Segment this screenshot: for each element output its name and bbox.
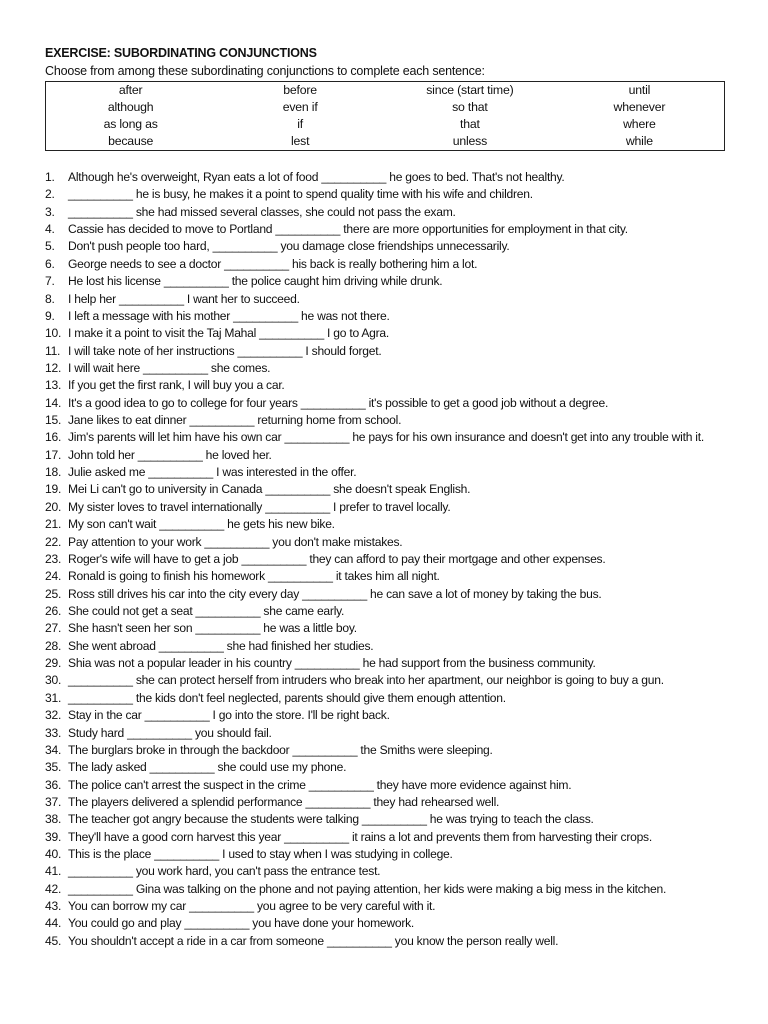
sentence-item xyxy=(45,464,735,481)
sentence-item xyxy=(45,811,735,828)
sentence-number: 20. xyxy=(45,499,62,514)
sentence-item xyxy=(45,169,735,186)
sentence-number: 43. xyxy=(45,899,62,914)
sentence-item xyxy=(45,221,735,238)
sentence-item xyxy=(45,933,735,950)
sentence-text: She hasn't seen her son __________ he was a little boy. xyxy=(68,621,357,636)
sentence-text: If you get the first rank, I will buy you a car. xyxy=(68,378,285,393)
conjunction-cell: because xyxy=(108,134,154,148)
conjunction-cell: while xyxy=(625,134,653,148)
sentence-text: __________ she had missed several classes, she could not pass the exam. xyxy=(68,204,456,219)
sentence-item xyxy=(45,620,735,637)
sentence-item xyxy=(45,742,735,759)
sentence-text: __________ she can protect herself from intruders who break into her apartment, our neighbor is going to buy a gun. xyxy=(68,673,664,688)
sentence-number: 36. xyxy=(45,777,62,792)
exercise-title: EXERCISE: SUBORDINATING CONJUNCTIONS xyxy=(45,46,317,60)
sentence-text: Roger's wife will have to get a job __________ they can afford to pay their mortgage and other expenses. xyxy=(68,551,606,566)
sentence-number: 40. xyxy=(45,847,62,862)
sentence-item xyxy=(45,273,735,290)
sentence-number: 42. xyxy=(45,881,62,896)
sentence-item xyxy=(45,603,735,620)
sentence-item xyxy=(45,759,735,776)
conjunction-cell: before xyxy=(283,83,317,97)
sentence-number: 9. xyxy=(45,308,55,323)
sentence-item xyxy=(45,412,735,429)
sentence-item xyxy=(45,516,735,533)
sentence-text: They'll have a good corn harvest this year __________ it rains a lot and prevents them from harvesting their crops. xyxy=(68,829,652,844)
sentence-text: __________ Gina was talking on the phone and not paying attention, her kids were making a big mess in the kitchen. xyxy=(68,881,667,896)
conjunction-cell: so that xyxy=(452,100,488,114)
sentence-text: You could go and play __________ you have done your homework. xyxy=(68,916,415,931)
sentence-number: 27. xyxy=(45,621,62,636)
sentence-text: The burglars broke in through the backdoor __________ the Smiths were sleeping. xyxy=(68,742,493,757)
sentence-item xyxy=(45,204,735,221)
sentence-text: I will take note of her instructions __________ I should forget. xyxy=(68,343,382,358)
sentence-number: 24. xyxy=(45,569,62,584)
sentence-number: 7. xyxy=(45,274,55,289)
sentence-number: 38. xyxy=(45,812,62,827)
sentence-text: Cassie has decided to move to Portland __________ there are more opportunities for employment in that city. xyxy=(68,222,628,237)
conjunctions-row xyxy=(46,116,725,133)
sentence-text: My sister loves to travel internationally __________ I prefer to travel locally. xyxy=(68,499,451,514)
sentence-item xyxy=(45,238,735,255)
sentence-item xyxy=(45,499,735,516)
sentence-number: 11. xyxy=(45,343,61,358)
sentence-item xyxy=(45,794,735,811)
sentence-item xyxy=(45,672,735,689)
sentence-number: 2. xyxy=(45,187,55,202)
sentence-number: 25. xyxy=(45,586,62,601)
conjunctions-row xyxy=(46,82,725,100)
sentence-text: Shia was not a popular leader in his country __________ he had support from the business community. xyxy=(68,656,596,671)
sentence-item xyxy=(45,481,735,498)
sentence-number: 35. xyxy=(45,760,62,775)
sentence-number: 23. xyxy=(45,551,62,566)
sentence-text: My son can't wait __________ he gets his new bike. xyxy=(68,517,335,532)
sentence-item xyxy=(45,551,735,568)
sentence-number: 4. xyxy=(45,222,55,237)
conjunction-cell: that xyxy=(460,117,480,131)
sentence-item xyxy=(45,638,735,655)
conjunction-cell: although xyxy=(107,100,154,114)
sentence-text: I will wait here __________ she comes. xyxy=(68,360,271,375)
sentence-item xyxy=(45,534,735,551)
sentence-number: 18. xyxy=(45,465,62,480)
sentence-text: You can borrow my car __________ you agree to be very careful with it. xyxy=(68,899,436,914)
conjunctions-row xyxy=(46,133,725,151)
sentence-number: 6. xyxy=(45,256,55,271)
sentence-text: The teacher got angry because the students were talking __________ he was trying to teach the class. xyxy=(68,812,594,827)
sentence-text: Stay in the car __________ I go into the store. I'll be right back. xyxy=(68,708,390,723)
sentence-item xyxy=(45,690,735,707)
sentence-item xyxy=(45,898,735,915)
sentence-number: 33. xyxy=(45,725,62,740)
sentence-text: Julie asked me __________ I was interested in the offer. xyxy=(68,465,357,480)
sentence-item xyxy=(45,186,735,203)
sentence-text: George needs to see a doctor __________ his back is really bothering him a lot. xyxy=(68,256,478,271)
sentence-text: It's a good idea to go to college for four years __________ it's possible to get a good job without a degree. xyxy=(68,395,609,410)
sentence-text: Mei Li can't go to university in Canada __________ she doesn't speak English. xyxy=(68,482,471,497)
sentence-text: She went abroad __________ she had finished her studies. xyxy=(68,638,374,653)
sentence-number: 3. xyxy=(45,204,55,219)
sentence-item xyxy=(45,447,735,464)
sentence-number: 34. xyxy=(45,742,62,757)
sentence-number: 39. xyxy=(45,829,62,844)
sentence-item xyxy=(45,586,735,603)
sentence-text: Jim's parents will let him have his own car __________ he pays for his own insurance and doesn't get into any trouble with it. xyxy=(68,430,704,445)
sentence-item xyxy=(45,707,735,724)
sentence-text: This is the place __________ I used to stay when I was studying in college. xyxy=(68,847,453,862)
conjunction-cell: as long as xyxy=(103,117,158,131)
sentence-item xyxy=(45,725,735,742)
sentence-number: 8. xyxy=(45,291,55,306)
sentence-number: 12. xyxy=(45,360,62,375)
sentence-text: I help her __________ I want her to succeed. xyxy=(68,291,300,306)
conjunction-cell: if xyxy=(297,117,303,131)
sentence-text: Study hard __________ you should fail. xyxy=(68,725,272,740)
conjunction-cell: even if xyxy=(282,100,318,114)
conjunction-cell: after xyxy=(118,83,143,97)
conjunction-cell: where xyxy=(623,117,656,131)
sentence-text: John told her __________ he loved her. xyxy=(68,447,272,462)
conjunction-cell: lest xyxy=(290,134,310,148)
sentence-text: Ross still drives his car into the city every day __________ he can save a lot of money by taking the bus. xyxy=(68,586,602,601)
sentence-item xyxy=(45,777,735,794)
conjunction-cell: whenever xyxy=(613,100,666,114)
sentence-number: 17. xyxy=(45,447,62,462)
sentence-text: You shouldn't accept a ride in a car from someone __________ you know the person really well. xyxy=(68,933,559,948)
sentence-number: 19. xyxy=(45,482,62,497)
sentence-item xyxy=(45,343,735,360)
sentence-text: The police can't arrest the suspect in the crime __________ they have more evidence against him. xyxy=(68,777,572,792)
sentence-text: She could not get a seat __________ she came early. xyxy=(68,603,345,618)
sentence-number: 45. xyxy=(45,933,62,948)
sentence-text: Jane likes to eat dinner __________ returning home from school. xyxy=(68,413,402,428)
sentence-text: The lady asked __________ she could use my phone. xyxy=(68,760,347,775)
sentence-text: __________ you work hard, you can't pass the entrance test. xyxy=(68,864,381,879)
sentence-number: 28. xyxy=(45,638,62,653)
sentence-number: 1. xyxy=(45,170,55,184)
sentence-text: I left a message with his mother __________ he was not there. xyxy=(68,308,390,323)
sentence-item xyxy=(45,377,735,394)
sentence-number: 21. xyxy=(45,517,62,532)
conjunctions-row xyxy=(46,99,725,116)
sentence-item xyxy=(45,325,735,342)
sentence-number: 30. xyxy=(45,673,62,688)
sentence-text: Ronald is going to finish his homework __________ it takes him all night. xyxy=(68,569,440,584)
conjunction-cell: since (start time) xyxy=(426,83,514,97)
sentence-text: __________ he is busy, he makes it a point to spend quality time with his wife and children. xyxy=(68,187,533,202)
sentence-number: 29. xyxy=(45,656,62,671)
sentence-item xyxy=(45,846,735,863)
sentence-item xyxy=(45,395,735,412)
sentence-text: The players delivered a splendid performance __________ they had rehearsed well. xyxy=(68,794,500,809)
sentence-item xyxy=(45,308,735,325)
sentence-item xyxy=(45,360,735,377)
sentence-text: __________ the kids don't feel neglected, parents should give them enough attention. xyxy=(68,690,506,705)
sentence-item xyxy=(45,256,735,273)
sentence-item xyxy=(45,291,735,308)
conjunction-cell: unless xyxy=(452,134,488,148)
sentence-number: 14. xyxy=(45,395,62,410)
sentence-item xyxy=(45,568,735,585)
sentence-text: Don't push people too hard, __________ you damage close friendships unnecessarily. xyxy=(68,239,510,254)
sentence-number: 5. xyxy=(45,239,55,254)
sentence-number: 16. xyxy=(45,430,62,445)
sentence-item xyxy=(45,863,735,880)
sentence-number: 22. xyxy=(45,534,62,549)
sentence-number: 31. xyxy=(45,690,62,705)
sentence-text: Although he's overweight, Ryan eats a lot of food __________ he goes to bed. That's not healthy. xyxy=(68,170,565,184)
sentence-item xyxy=(45,655,735,672)
sentence-text: He lost his license __________ the police caught him driving while drunk. xyxy=(68,274,443,289)
sentence-item xyxy=(45,881,735,898)
sentence-number: 37. xyxy=(45,794,62,809)
sentence-item xyxy=(45,429,735,446)
conjunction-cell: until xyxy=(628,83,651,97)
conjunctions-table xyxy=(45,81,725,151)
sentence-text: Pay attention to your work __________ you don't make mistakes. xyxy=(68,534,403,549)
exercise-instructions: Choose from among these subordinating conjunctions to complete each sentence: xyxy=(45,64,485,78)
sentence-list xyxy=(45,169,735,950)
sentence-item xyxy=(45,829,735,846)
sentence-number: 13. xyxy=(45,378,62,393)
sentence-number: 15. xyxy=(45,413,62,428)
sentence-item xyxy=(45,915,735,932)
sentence-number: 41. xyxy=(45,864,62,879)
sentence-number: 44. xyxy=(45,916,62,931)
sentence-number: 26. xyxy=(45,603,62,618)
sentence-number: 32. xyxy=(45,708,62,723)
sentence-text: I make it a point to visit the Taj Mahal __________ I go to Agra. xyxy=(68,326,390,341)
sentence-number: 10. xyxy=(45,326,62,341)
